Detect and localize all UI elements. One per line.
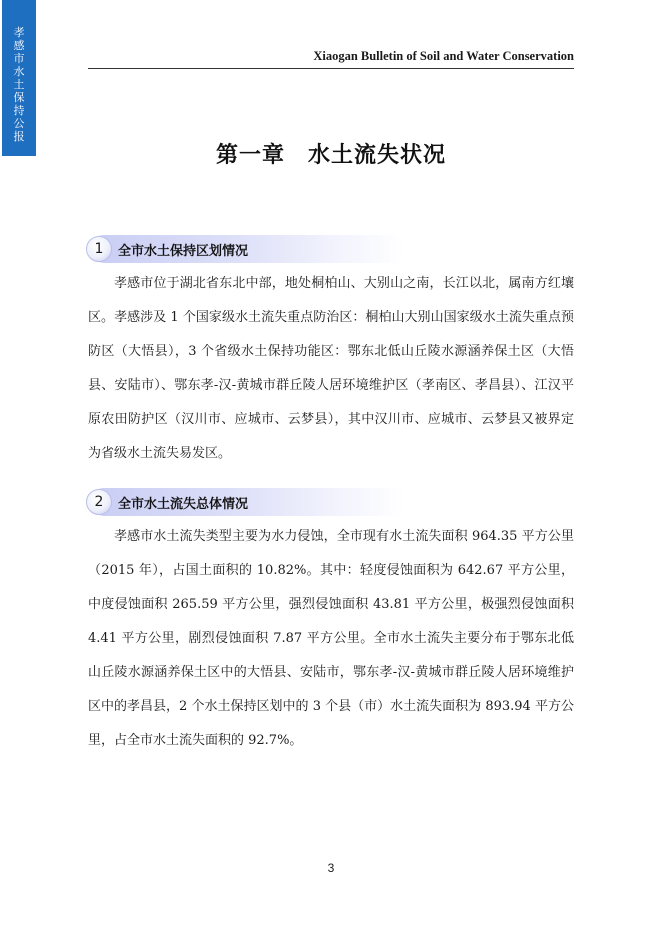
section-heading-label: 全市水土保持区划情况 <box>118 243 249 259</box>
section-number-badge: 1 <box>86 236 112 262</box>
section-1-paragraph: 孝感市位于湖北省东北中部，地处桐柏山、大别山之南，长江以北，属南方红壤区。孝感涉及 1 个国家级水土流失重点防治区：桐柏山大别山国家级水土流失重点预防区（大悟县），3 个省级水土保持功能区：鄂东北低山丘陵水源涵养保土区（大悟县、安陆市）、鄂东孝-汉-黄城市群丘陵人居环境维护区（孝南区、孝昌县）、江汉平原农田防护区（汉川市、应城市、云梦县），其中汉川市、应城市、云梦县又被界定为省级水土流失易发区。 <box>88 276 574 461</box>
page-number: 3 <box>327 861 335 875</box>
running-header-title: Xiaogan Bulletin of Soil and Water Conservation <box>313 49 574 63</box>
section-heading-label: 全市水土流失总体情况 <box>118 496 249 512</box>
chapter-title: 第一章 水土流失状况 <box>215 143 446 168</box>
side-tab-bulletin-name <box>2 0 36 156</box>
section-2-paragraph: 孝感市水土流失类型主要为水力侵蚀，全市现有水土流失面积 964.35 平方公里（2015 年），占国土面积的 10.82%。其中：轻度侵蚀面积为 642.67 平方公里，中度侵蚀面积 265.59 平方公里，强烈侵蚀面积 43.81 平方公里，极强烈侵蚀面积 4.41 平方公里，剧烈侵蚀面积 7.87 平方公里。全市水土流失主要分布于鄂东北低山丘陵水源涵养保土区中的大悟县、安陆市，鄂东孝-汉-黄城市群丘陵人居环境维护区中的孝昌县，2 个水土保持区划中的 3 个县（市）水土流失面积为 893.94 平方公里，占全市水土流失面积的 92.7%。 <box>88 529 574 748</box>
section-heading-2 <box>84 488 404 516</box>
side-tab-text: 孝感市水土保持公报 <box>13 26 25 143</box>
header-divider <box>88 68 574 69</box>
section-number-badge: 2 <box>86 489 112 515</box>
section-heading-1 <box>84 235 404 263</box>
